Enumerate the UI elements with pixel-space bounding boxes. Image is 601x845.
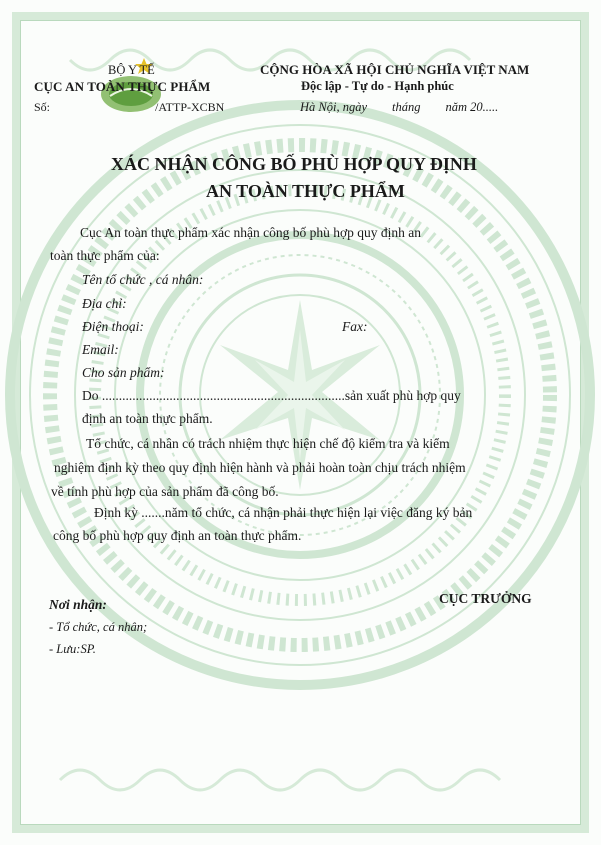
fax-field: Fax:: [342, 319, 368, 334]
agency-name: CỤC AN TOÀN THỰC PHẨM: [34, 79, 211, 94]
producer-line1: Do ........................................................................sản xuất phù hợp quy: [82, 388, 461, 403]
periodic-line2: công bố phù hợp quy định an toàn thực phẩm.: [53, 528, 302, 543]
recipient-item-2: - Lưu:SP.: [49, 642, 96, 656]
address-field: Địa chỉ:: [82, 296, 127, 311]
producer-line2: định an toàn thực phẩm.: [82, 411, 213, 426]
intro-line2: toàn thực phẩm của:: [50, 248, 160, 263]
phone-field: Điện thoại:: [82, 319, 144, 334]
place-date: Hà Nội, ngày tháng năm 20.....: [300, 100, 499, 114]
intro-line1: Cục An toàn thực phẩm xác nhận công bố phù hợp quy định an: [80, 225, 422, 240]
ministry-name: BỘ Y TẾ: [108, 63, 155, 77]
nation-title: CỘNG HÒA XÃ HỘI CHỦ NGHĨA VIỆT NAM: [260, 62, 530, 77]
document-number-suffix: /ATTP-XCBN: [155, 100, 225, 114]
document-number-label: Số:: [34, 100, 51, 114]
email-field: Email:: [82, 342, 119, 357]
signer-title: CỤC TRƯỞNG: [439, 591, 532, 606]
recipient-item-1: - Tổ chức, cá nhân;: [49, 620, 148, 634]
organization-field: Tên tổ chức , cá nhân:: [82, 272, 204, 287]
document-title-line1: XÁC NHẬN CÔNG BỐ PHÙ HỢP QUY ĐỊNH: [111, 154, 477, 174]
responsibility-line3: về tính phù hợp của sản phẩm đã công bố.: [51, 484, 279, 499]
document-title-line2: AN TOÀN THỰC PHẨM: [206, 181, 405, 201]
product-field: Cho sản phẩm:: [82, 365, 165, 380]
responsibility-line2: nghiệm định kỳ theo quy định hiện hành và phải hoàn toàn chịu trách nhiệm: [54, 460, 466, 475]
recipients-label: Nơi nhận:: [49, 597, 107, 612]
periodic-line1: Định kỳ .......năm tổ chức, cá nhận phải thực hiện lại việc đăng ký bản: [94, 505, 473, 520]
responsibility-line1: Tổ chức, cá nhân có trách nhiệm thực hiện chế độ kiểm tra và kiểm: [86, 436, 450, 451]
national-motto: Độc lập - Tự do - Hạnh phúc: [301, 79, 454, 93]
